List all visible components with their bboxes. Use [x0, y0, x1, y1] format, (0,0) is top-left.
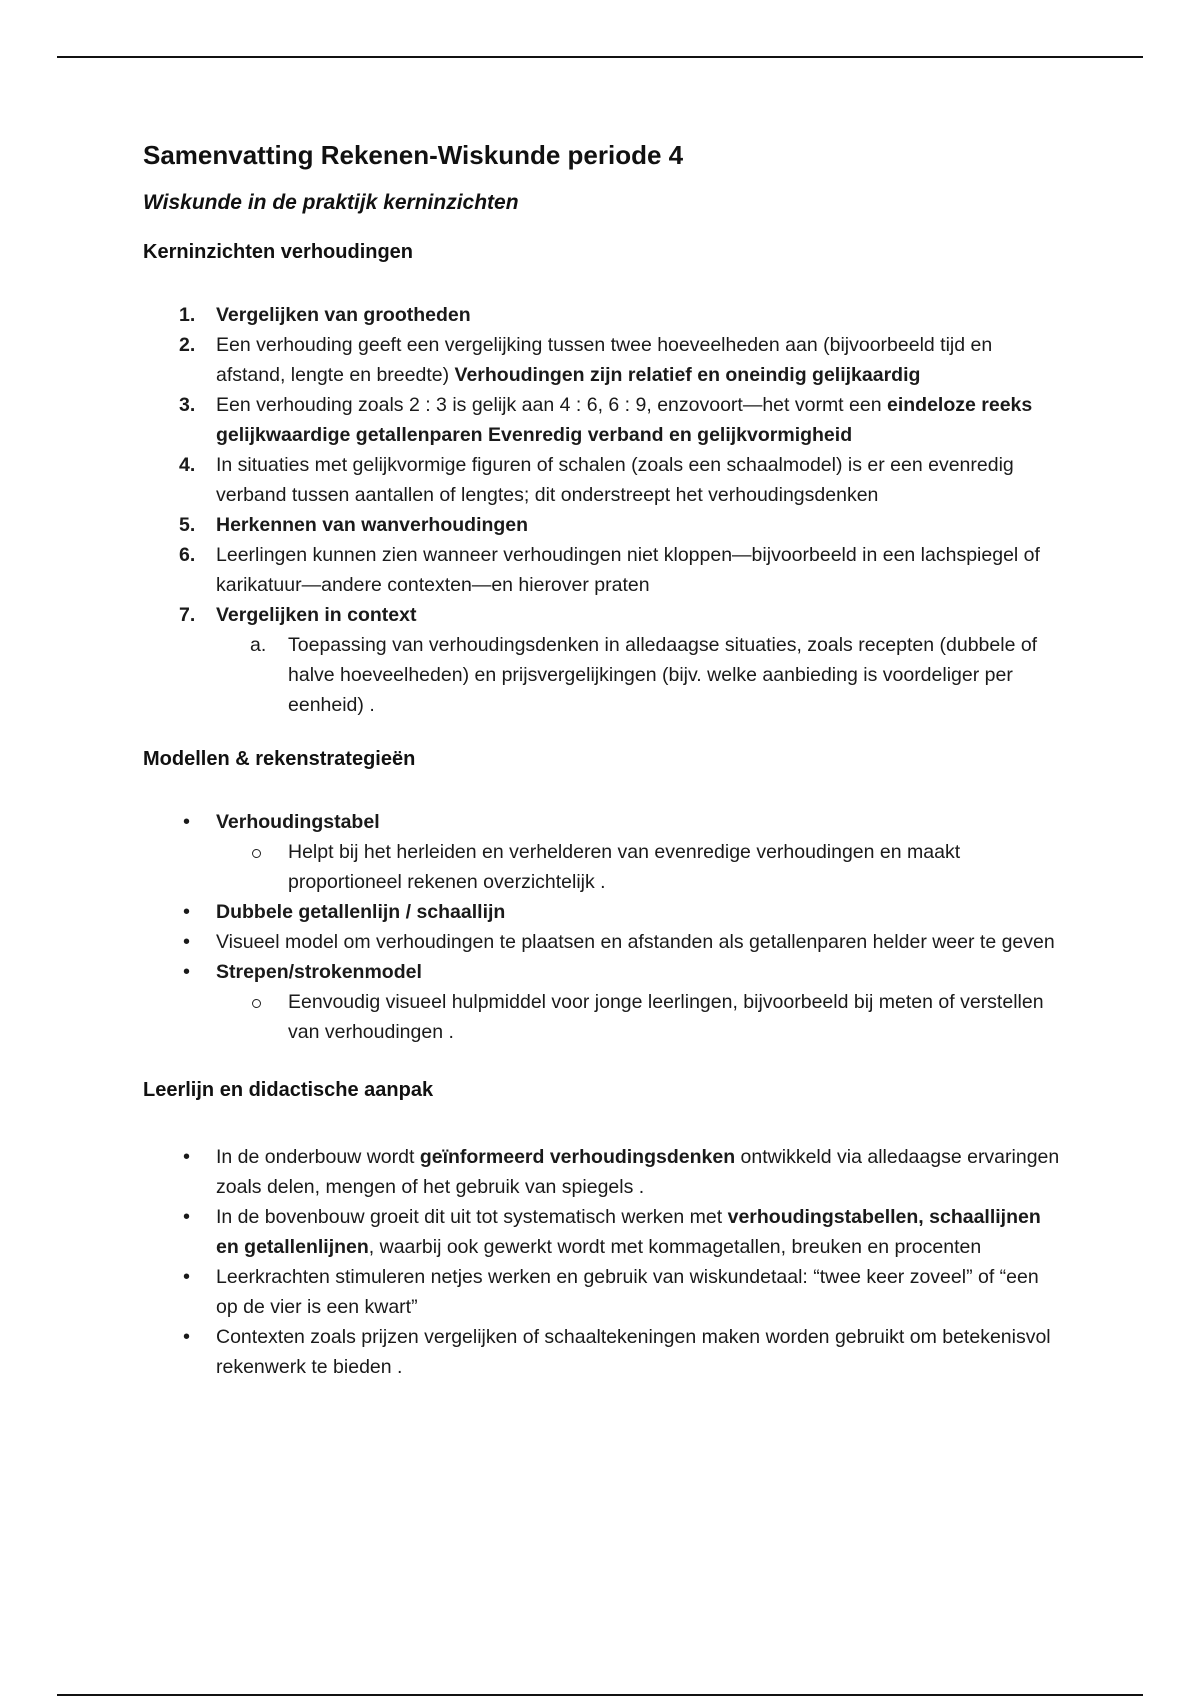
list-number: 5. [179, 514, 196, 536]
document-title: Samenvatting Rekenen-Wiskunde periode 4 [143, 140, 684, 170]
hollow-bullet-icon [252, 849, 261, 858]
bullet-icon: • [183, 931, 191, 953]
sub-list-letter: a. [250, 634, 267, 656]
bullet-icon: • [183, 1266, 191, 1288]
list-item: • In de bovenbouw groeit dit uit tot systematisch werken met verhoudingstabellen, schaallijnen en getallenlijnen, waarbij ook gewerkt wordt met kommagetallen, breuken en procenten [143, 1202, 1063, 1262]
section-heading-modellen: Modellen & rekenstrategieën [143, 748, 416, 770]
section-heading-kerninzichten: Kerninzichten verhoudingen [143, 241, 414, 263]
bottom-rule [57, 1694, 1143, 1696]
list-item: • Leerkrachten stimuleren netjes werken en gebruik van wiskundetaal: “twee keer zoveel” of “een op de vier is een kwart” [143, 1262, 1063, 1322]
list-number: 6. [179, 544, 196, 566]
list-item: 6. Leerlingen kunnen zien wanneer verhoudingen niet kloppen—bijvoorbeeld in een lachspiegel of karikatuur—andere contexten—en hierover praten [143, 540, 1063, 600]
list-item: • Visueel model om verhoudingen te plaatsen en afstanden als getallenparen helder weer te geven [143, 927, 1063, 957]
list-number: 2. [179, 334, 196, 356]
list-item: • Dubbele getallenlijn / schaallijn [143, 897, 1063, 927]
list-item: 4. In situaties met gelijkvormige figuren of schalen (zoals een schaalmodel) is er een evenredig verband tussen aantallen of lengtes; dit onderstreept het verhoudingsdenken [143, 450, 1063, 510]
sub-list-item: Eenvoudig visueel hulpmiddel voor jonge leerlingen, bijvoorbeeld bij meten of verstellen van verhoudingen . [143, 987, 1063, 1047]
list-item: • In de onderbouw wordt geïnformeerd verhoudingsdenken ontwikkeld via alledaagse ervaringen zoals delen, mengen of het gebruik van spiegels . [143, 1142, 1063, 1202]
bullet-icon: • [183, 961, 191, 983]
leerlijn-list [143, 1142, 1063, 1382]
list-item: • Verhoudingstabel [143, 807, 1063, 837]
list-number: 4. [179, 454, 196, 476]
bullet-icon: • [183, 901, 191, 923]
sub-list-item: a. Toepassing van verhoudingsdenken in alledaagse situaties, zoals recepten (dubbele of halve hoeveelheden) en prijsvergelijkingen (bijv. welke aanbieding is voordeliger per eenheid) . [143, 630, 1063, 720]
list-number: 1. [179, 304, 196, 326]
list-item: 3. Een verhouding zoals 2 : 3 is gelijk aan 4 : 6, 6 : 9, enzovoort—het vormt een eindeloze reeks gelijkwaardige getallenparen Evenredig verband en gelijkvormigheid [143, 390, 1063, 450]
bullet-icon: • [183, 1146, 191, 1168]
list-item: • Strepen/strokenmodel [143, 957, 1063, 987]
document-subtitle: Wiskunde in de praktijk kerninzichten [143, 191, 519, 214]
section-heading-leerlijn: Leerlijn en didactische aanpak [143, 1079, 434, 1101]
list-item: 2. Een verhouding geeft een vergelijking tussen twee hoeveelheden aan (bijvoorbeeld tijd en afstand, lengte en breedte) Verhoudingen zijn relatief en oneindig gelijkaardig [143, 330, 1063, 390]
list-item: 5. Herkennen van wanverhoudingen [143, 510, 1063, 540]
sub-list-item: Helpt bij het herleiden en verhelderen van evenredige verhoudingen en maakt proportioneel rekenen overzichtelijk . [143, 837, 1063, 897]
bullet-icon: • [183, 1206, 191, 1228]
kerninzichten-list [143, 300, 1063, 720]
bullet-icon: • [183, 811, 191, 833]
hollow-bullet-icon [252, 999, 261, 1008]
bullet-icon: • [183, 1326, 191, 1348]
list-number: 7. [179, 604, 196, 626]
list-item: 7. Vergelijken in context [143, 600, 1063, 630]
list-number: 3. [179, 394, 196, 416]
document-page [143, 140, 1063, 1382]
list-item: 1. Vergelijken van grootheden [143, 300, 1063, 330]
list-item: • Contexten zoals prijzen vergelijken of schaaltekeningen maken worden gebruikt om betekenisvol rekenwerk te bieden . [143, 1322, 1063, 1382]
modellen-list [143, 807, 1063, 1047]
top-rule [57, 56, 1143, 58]
